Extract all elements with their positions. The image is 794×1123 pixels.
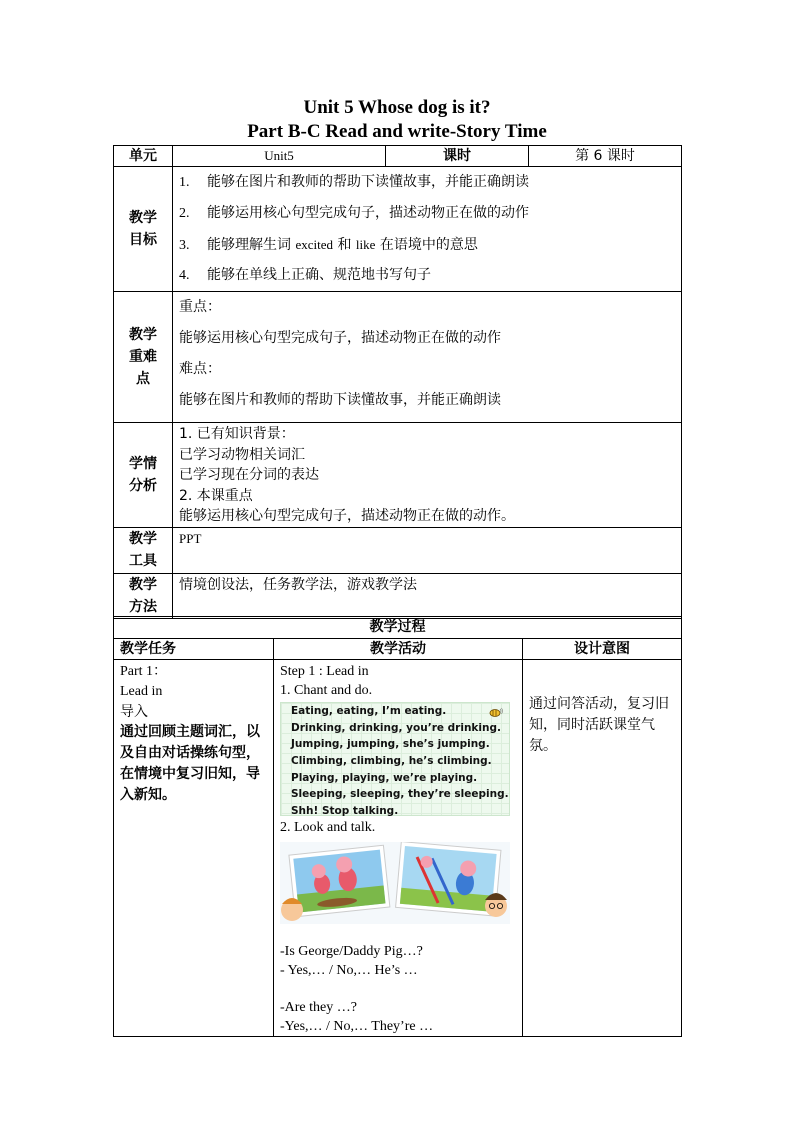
process-header-row — [114, 639, 682, 660]
analysis-line: 已学习现在分词的表达 — [179, 467, 319, 483]
objective-text-b: 和 — [333, 237, 356, 253]
task-part: Part 1： — [120, 664, 168, 679]
objective-text: 能够在单线上正确、规范地书写句子 — [207, 267, 431, 283]
analysis-line: 1. 已有知识背景： — [179, 426, 295, 442]
peppa-pig-pictures — [280, 842, 510, 924]
chant-line: Drinking, drinking, you’re drinking. — [291, 721, 501, 734]
process-title-row — [114, 617, 682, 639]
task-name-en: Lead in — [120, 684, 163, 699]
answer-1: - Yes,… / No,… He’s … — [280, 963, 418, 978]
intent-text: 通过问答活动，复习旧知，同时活跃课堂气氛。 — [523, 660, 682, 1037]
unit-row — [114, 146, 682, 167]
peppa-pig-illustration — [280, 842, 510, 924]
tools-label: 教学 工具 — [114, 527, 173, 573]
objectives-row — [114, 167, 682, 292]
objective-item — [173, 229, 681, 260]
key-points-label: 教学 重难 点 — [114, 292, 173, 423]
task-description: 通过回顾主题词汇，以及自由对话操练句型，在情境中复习旧知，导入新知。 — [120, 724, 260, 803]
activity-chant-title: 1. Chant and do. — [280, 683, 373, 698]
process-row-part1 — [114, 660, 682, 1037]
objective-item — [173, 260, 681, 291]
objective-text: 能够在图片和教师的帮助下读懂故事，并能正确朗读 — [207, 174, 529, 190]
lesson-info-table — [113, 145, 682, 619]
objective-text-c: 在语境中的意思 — [375, 237, 478, 253]
process-title: 教学过程 — [114, 617, 682, 639]
tools-value: PPT — [173, 527, 682, 573]
chant-line: Sleeping, sleeping, they’re sleeping. — [291, 788, 509, 801]
answer-2: -Yes,… / No,… They’re … — [280, 1019, 434, 1034]
objective-number: 1. — [179, 175, 190, 190]
unit-value: Unit5 — [173, 146, 386, 167]
methods-value: 情境创设法，任务教学法，游戏教学法 — [173, 573, 682, 618]
difficulty-text: 能够在图片和教师的帮助下读懂故事，并能正确朗读 — [179, 392, 501, 408]
methods-label: 教学 方法 — [114, 573, 173, 618]
col-intent-header: 设计意图 — [523, 639, 682, 660]
activity-cell — [274, 660, 523, 1037]
process-table — [113, 616, 682, 1037]
objective-number: 4. — [179, 268, 190, 283]
col-activity-header: 教学活动 — [274, 639, 523, 660]
difficulty-label: 难点： — [179, 361, 221, 377]
word-like: like — [355, 237, 376, 252]
chant-image — [280, 702, 510, 816]
title-unit: Unit 5 Whose dog is it? — [303, 97, 491, 118]
col-task-header: 教学任务 — [114, 639, 274, 660]
objectives-cell — [173, 167, 682, 292]
analysis-line: 已学习动物相关词汇 — [179, 446, 305, 463]
objective-text-a: 能够理解生词 — [207, 237, 296, 253]
task-cell — [114, 660, 274, 1037]
objective-number: 3. — [179, 238, 190, 253]
chant-line: Shh! Stop talking. — [291, 805, 399, 818]
objective-number: 2. — [179, 206, 190, 221]
chant-line: Eating, eating, I’m eating. — [291, 705, 447, 717]
key-label: 重点： — [179, 299, 221, 315]
task-name-cn: 导入 — [120, 704, 148, 720]
chant-line: Playing, playing, we’re playing. — [291, 771, 478, 784]
analysis-cell — [173, 423, 682, 528]
chant-line: Climbing, climbing, he’s climbing. — [291, 755, 492, 768]
analysis-line: 能够运用核心句型完成句子，描述动物正在做的动作。 — [179, 508, 515, 524]
analysis-row — [114, 423, 682, 528]
chant-line: Jumping, jumping, she’s jumping. — [291, 738, 490, 751]
lesson-value: 第 6 课时 — [529, 146, 682, 167]
activity-step: Step 1 : Lead in — [280, 664, 369, 679]
title-part: Part B-C Read and write-Story Time — [247, 121, 547, 142]
objective-text: 能够运用核心句型完成句子，描述动物正在做的动作 — [207, 205, 529, 221]
key-text: 能够运用核心句型完成句子，描述动物正在做的动作 — [179, 330, 501, 346]
analysis-label: 学情 分析 — [114, 423, 173, 528]
question-2: -Are they …? — [280, 1000, 357, 1015]
methods-row — [114, 573, 682, 618]
question-1: -Is George/Daddy Pig…? — [280, 944, 423, 959]
objective-item — [173, 198, 681, 229]
key-points-cell — [173, 292, 682, 423]
lesson-label: 课时 — [386, 146, 529, 167]
objective-item — [173, 167, 681, 198]
tools-row — [114, 527, 682, 573]
objectives-label: 教学 目标 — [114, 167, 173, 292]
unit-label: 单元 — [114, 146, 173, 167]
activity-look-title: 2. Look and talk. — [280, 820, 376, 835]
key-points-row — [114, 292, 682, 423]
analysis-line: 2. 本课重点 — [179, 487, 253, 504]
word-excited: excited — [295, 237, 333, 252]
